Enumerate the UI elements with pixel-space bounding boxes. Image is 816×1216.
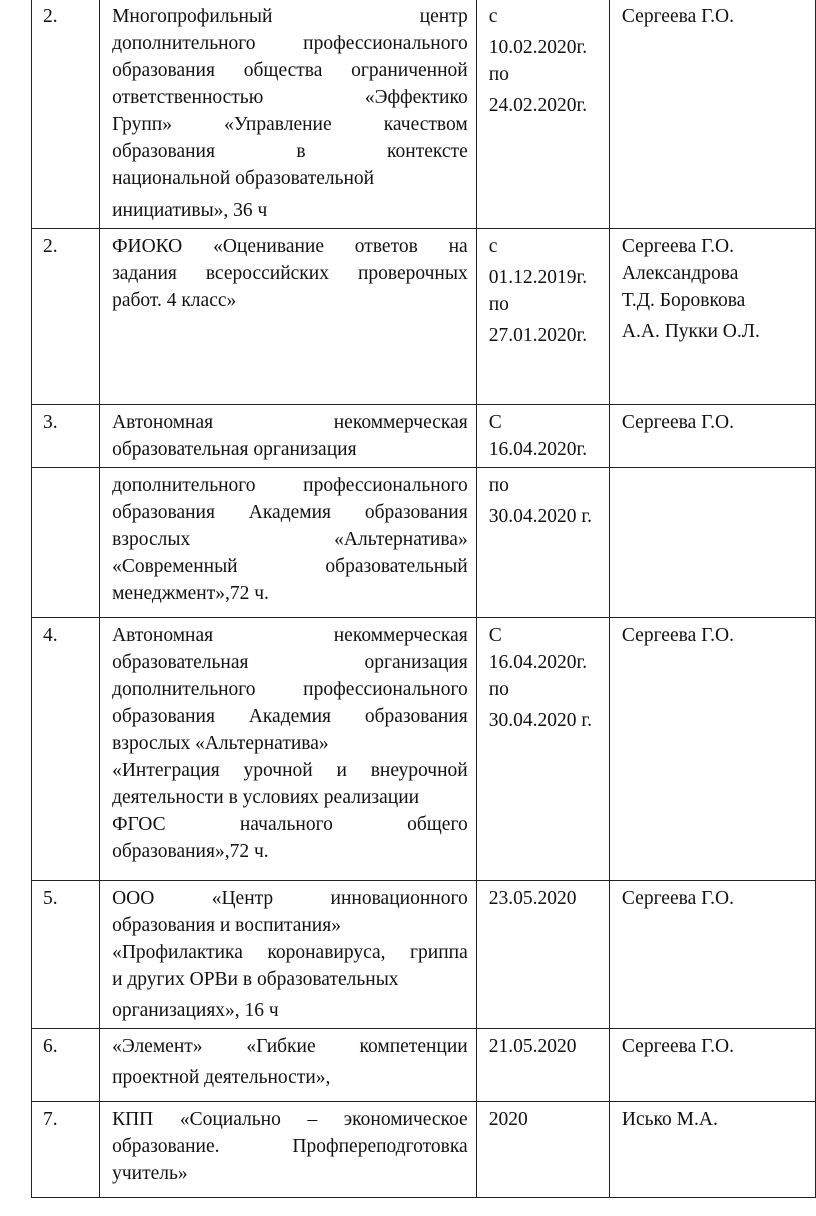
description-line: образования в контексте [112,141,468,162]
date-line: по [488,64,509,85]
course-description [100,0,477,229]
description-line: ФИОКО «Оценивание ответов на [112,236,468,257]
participant-name: Сергеева Г.О. [621,236,735,257]
course-dates [476,405,609,468]
row-number: 2. [32,0,100,229]
description-line: «Элемент» «Гибкие компетенции [112,1036,468,1057]
row-number: 4. [32,618,100,881]
description-line: проектной деятельности», [112,1067,331,1088]
course-description [100,229,477,405]
date-line: по [488,679,509,700]
date-line: с [488,6,498,27]
table-row [32,618,816,881]
date-line: 27.01.2020г. [488,325,588,346]
description-line: национальной образовательной [112,168,375,189]
participants [609,229,815,405]
participant-name: Сергеева Г.О. [621,888,735,909]
date-line: С [488,625,502,646]
description-line: и других ОРВи в образовательных [112,969,399,990]
row-number [32,468,100,618]
description-line: ответственностью «Эффектико [112,87,468,108]
row-number: 3. [32,405,100,468]
table-row [32,468,816,618]
course-description [100,468,477,618]
date-line: 16.04.2020г. [488,439,588,460]
description-line: КПП «Социально – экономическое [112,1109,468,1130]
description-line: образовательная организация [112,439,357,460]
participants [609,1102,815,1198]
participants [609,405,815,468]
course-dates [476,0,609,229]
date-line: 16.04.2020г. [488,652,588,673]
date-line: С [488,412,502,433]
date-line: 21.05.2020 [488,1036,577,1057]
date-line: 01.12.2019г. [488,267,588,288]
description-line: ООО «Центр инновационного [112,888,468,909]
row-number: 2. [32,229,100,405]
description-line: дополнительного профессионального [112,475,468,496]
description-line: Многопрофильный центр [112,6,468,27]
description-line: «Профилактика коронавируса, гриппа [112,942,468,963]
description-line: ФГОС начального общего [112,814,468,835]
participants [609,468,815,618]
table-row [32,1029,816,1102]
course-dates [476,229,609,405]
date-line: по [488,294,509,315]
description-line: инициативы», 36 ч [112,200,268,221]
date-line: 23.05.2020 [488,888,577,909]
course-description [100,1102,477,1198]
description-line: менеджмент»,72 ч. [112,583,269,604]
participant-name: Сергеева Г.О. [621,412,735,433]
description-line: «Современный образовательный [112,556,468,577]
date-line: 30.04.2020 г. [488,710,593,731]
participant-name: Исько М.А. [621,1109,718,1130]
participant-name: Сергеева Г.О. [621,625,735,646]
table-row [32,405,816,468]
table-row [32,881,816,1029]
description-line: дополнительного профессионального [112,33,468,54]
description-line: взрослых «Альтернатива» [112,733,329,754]
participant-name: А.А. Пукки О.Л. [621,321,760,342]
date-line: с [488,236,498,257]
description-line: дополнительного профессионального [112,679,468,700]
courses-table [31,0,816,1198]
description-line: Групп» «Управление качеством [112,114,468,135]
description-line: деятельности в условиях реализации [112,787,420,808]
date-line: по [488,475,509,496]
description-line: образования и воспитания» [112,915,341,936]
table-row [32,0,816,229]
description-line: образование. Профпереподготовка [112,1136,468,1157]
description-line: образования»,72 ч. [112,841,269,862]
description-line: работ. 4 класс» [112,290,237,311]
course-description [100,881,477,1029]
course-dates [476,468,609,618]
participants [609,881,815,1029]
description-line: взрослых «Альтернатива» [112,529,468,550]
participant-name: Александрова [621,263,739,284]
course-dates [476,618,609,881]
participants [609,618,815,881]
participants [609,0,815,229]
date-line: 10.02.2020г. [488,37,588,58]
course-dates [476,881,609,1029]
course-description [100,618,477,881]
date-line: 30.04.2020 г. [488,506,593,527]
row-number: 5. [32,881,100,1029]
description-line: Автономная некоммерческая [112,412,468,433]
date-line: 24.02.2020г. [488,95,588,116]
description-line: образования Академия образования [112,502,468,523]
table-row [32,1102,816,1198]
description-line: учитель» [112,1163,188,1184]
course-dates [476,1029,609,1102]
description-line: организациях», 16 ч [112,1000,279,1021]
row-number: 6. [32,1029,100,1102]
table-row [32,229,816,405]
course-description [100,405,477,468]
description-line: задания всероссийских проверочных [112,263,468,284]
participant-name: Сергеева Г.О. [621,1036,735,1057]
description-line: Автономная некоммерческая [112,625,468,646]
description-line: «Интеграция урочной и внеурочной [112,760,468,781]
participants [609,1029,815,1102]
description-line: образования общества ограниченной [112,60,468,81]
course-dates [476,1102,609,1198]
participant-name: Сергеева Г.О. [621,6,735,27]
row-number: 7. [32,1102,100,1198]
description-line: образовательная организация [112,652,468,673]
description-line: образования Академия образования [112,706,468,727]
participant-name: Т.Д. Боровкова [621,290,746,311]
course-description [100,1029,477,1102]
date-line: 2020 [488,1109,528,1130]
